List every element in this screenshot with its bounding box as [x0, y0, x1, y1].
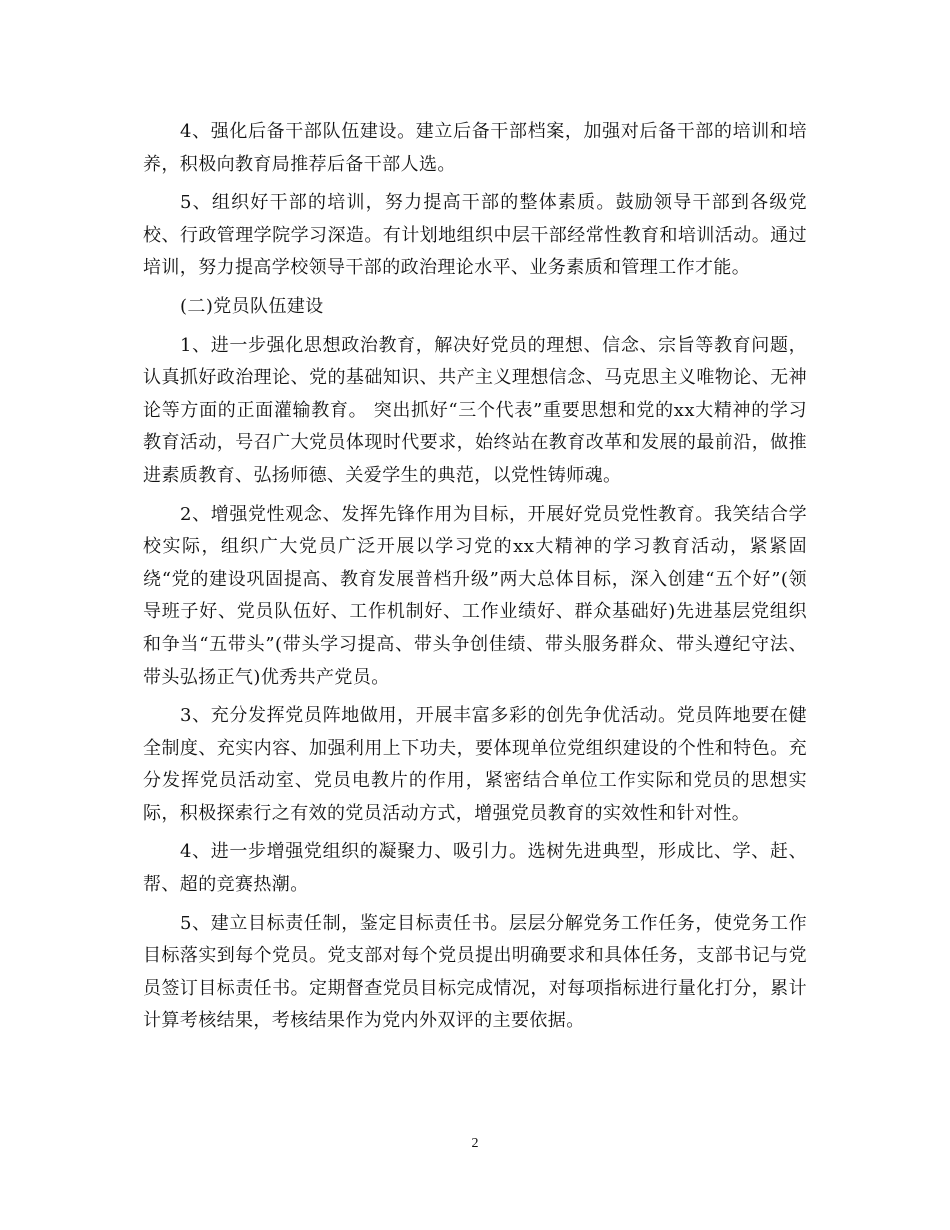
paragraph-political-education: 1、进一步强化思想政治教育，解决好党员的理想、信念、宗旨等教育问题，认真抓好政治理论、党的基础知识、共产主义理想信念、马克思主义唯物论、无神论等方面的正面灌输教育。 突出抓好“三个代表”重要思想和党的xx大精神的学习教育活动，号召广大党员体现时代要求，始终站在教育改革和发展的最前沿，做推进素质教育、弘扬师德、关爱学生的典范，以党性铸师魂。 [143, 334, 807, 486]
document-body [143, 116, 807, 1038]
paragraph-cadre-reserve: 4、强化后备干部队伍建设。建立后备干部档案，加强对后备干部的培训和培养，积极向教育局推荐后备干部人选。 [143, 121, 807, 175]
paragraph-member-activities: 3、充分发挥党员阵地做用，开展丰富多彩的创先争优活动。党员阵地要在健全制度、充实内容、加强利用上下功夫，要体现单位党组织建设的个性和特色。充分发挥党员活动室、党员电教片的作用，紧密结合单位工作实际和党员的思想实际，积极探索行之有效的党员活动方式，增强党员教育的实效性和针对性。 [143, 705, 807, 824]
paragraph-party-spirit: 2、增强党性观念、发挥先锋作用为目标，开展好党员党性教育。我笑结合学校实际，组织广大党员广泛开展以学习党的xx大精神的学习教育活动，紧紧固绕“党的建设巩固提高、教育发展普档升级”两大总体目标，深入创建“五个好”(领导班子好、党员队伍好、工作机制好、工作业绩好、群众基础好)先进基层党组织和争当“五带头”(带头学习提高、带头争创佳绩、带头服务群众、带头遵纪守法、带头弘扬正气)优秀共产党员。 [143, 503, 807, 688]
paragraph-cohesion: 4、进一步增强党组织的凝聚力、吸引力。选树先进典型，形成比、学、赶、帮、超的竞赛热潮。 [143, 841, 807, 896]
paragraph-target-responsibility: 5、建立目标责任制，鉴定目标责任书。层层分解党务工作任务，使党务工作目标落实到每个党员。党支部对每个党员提出明确要求和具体任务，支部书记与党员签订目标责任书。定期督查党员目标完成情况，对每项指标进行量化打分，累计计算考核结果，考核结果作为党内外双评的主要依据。 [143, 912, 807, 1032]
page-number: 2 [471, 1136, 479, 1151]
section-heading-party-members: (二)党员队伍建设 [180, 295, 324, 317]
paragraph-cadre-training: 5、组织好干部的培训，努力提高干部的整体素质。鼓励领导干部到各级党校、行政管理学院学习深造。有计划地组织中层干部经常性教育和培训活动。通过培训，努力提高学校领导干部的政治理论水平、业务素质和管理工作才能。 [143, 192, 807, 279]
